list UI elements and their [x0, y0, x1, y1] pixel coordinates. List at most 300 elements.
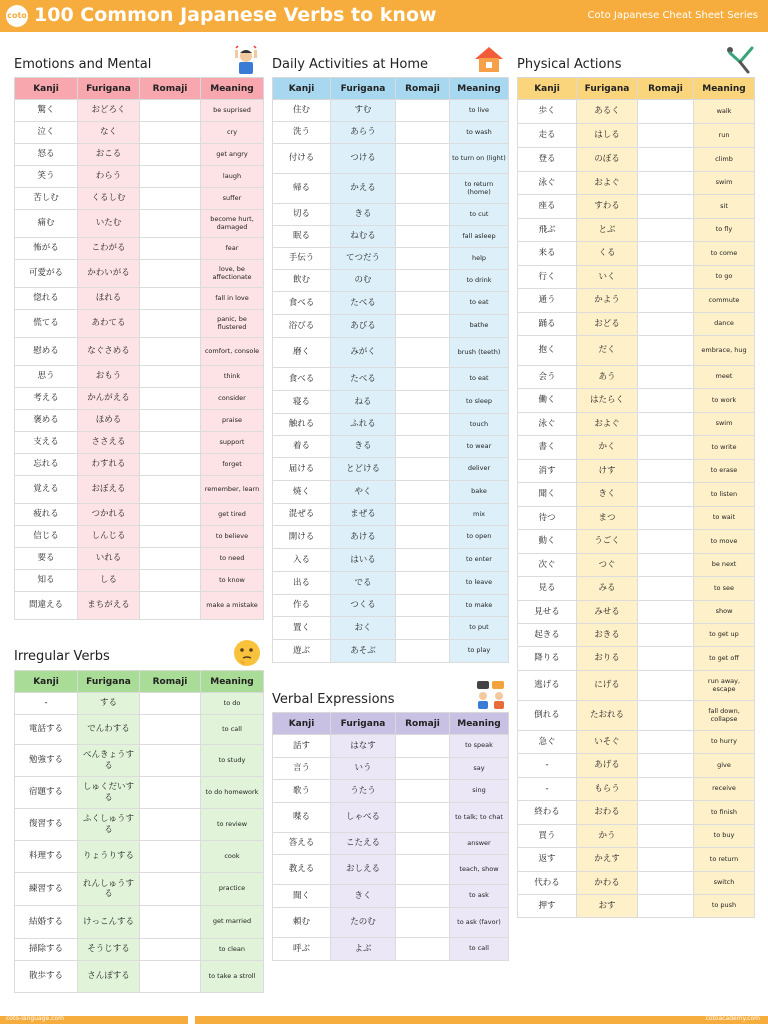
- kanji-cell: 復習する: [15, 809, 78, 841]
- romaji-cell: [638, 647, 694, 671]
- table-row: [15, 310, 264, 338]
- table-daily: [272, 77, 509, 663]
- table-row: [273, 315, 509, 338]
- table-row: [15, 548, 264, 570]
- romaji-cell: [638, 413, 694, 436]
- kanji-cell: 聞く: [273, 885, 331, 908]
- furigana-cell: はたらく: [577, 389, 638, 413]
- table-row: [518, 483, 755, 507]
- table-row: [518, 801, 755, 825]
- furigana-cell: みる: [577, 577, 638, 601]
- kanji-cell: 可愛がる: [15, 260, 78, 288]
- kanji-cell: 抱く: [518, 336, 577, 366]
- kanji-cell: 書く: [518, 436, 577, 460]
- kanji-cell: 磨く: [273, 338, 331, 368]
- romaji-cell: [396, 204, 450, 226]
- kanji-cell: 考える: [15, 388, 78, 410]
- kanji-cell: 寝る: [273, 391, 331, 414]
- table-row: [15, 288, 264, 310]
- table-row: [518, 825, 755, 848]
- table-row: [15, 961, 264, 993]
- furigana-cell: おきる: [577, 624, 638, 647]
- romaji-cell: [638, 895, 694, 918]
- romaji-cell: [396, 504, 450, 526]
- table-row: [273, 908, 509, 938]
- table-row: [518, 754, 755, 778]
- table-row: [518, 389, 755, 413]
- table-row: [273, 204, 509, 226]
- romaji-cell: [638, 266, 694, 289]
- meaning-cell: to work: [694, 389, 755, 413]
- furigana-cell: たべる: [331, 368, 396, 391]
- romaji-cell: [140, 122, 201, 144]
- table-row: [15, 592, 264, 620]
- table-row: [15, 188, 264, 210]
- romaji-cell: [638, 289, 694, 313]
- meaning-cell: get married: [201, 906, 264, 939]
- meaning-cell: to push: [694, 895, 755, 918]
- romaji-cell: [638, 336, 694, 366]
- romaji-cell: [140, 906, 201, 939]
- meaning-cell: fear: [201, 238, 264, 260]
- kanji-cell: 住む: [273, 100, 331, 122]
- footer-link-right[interactable]: cotoacademy.com: [705, 1015, 760, 1022]
- meaning-cell: to see: [694, 577, 755, 601]
- table-row: [273, 248, 509, 270]
- table-row: [15, 715, 264, 745]
- kanji-cell: 話す: [273, 735, 331, 758]
- table-row: [15, 809, 264, 841]
- kanji-cell: 待つ: [518, 507, 577, 530]
- table-row: [518, 366, 755, 389]
- col-kanji: Kanji: [15, 671, 78, 693]
- furigana-cell: でんわする: [78, 715, 140, 745]
- romaji-cell: [638, 507, 694, 530]
- romaji-cell: [396, 885, 450, 908]
- furigana-cell: もらう: [577, 778, 638, 801]
- table-row: [518, 436, 755, 460]
- table-row: [273, 833, 509, 855]
- meaning-cell: to drink: [450, 270, 509, 292]
- kanji-cell: 痛む: [15, 210, 78, 238]
- romaji-cell: [396, 226, 450, 248]
- meaning-cell: forget: [201, 454, 264, 476]
- furigana-cell: すわる: [577, 195, 638, 219]
- romaji-cell: [396, 100, 450, 122]
- furigana-cell: わすれる: [78, 454, 140, 476]
- meaning-cell: to open: [450, 526, 509, 549]
- table-row: [273, 226, 509, 248]
- furigana-cell: そうじする: [78, 939, 140, 961]
- meaning-cell: be next: [694, 554, 755, 577]
- meaning-cell: to write: [694, 436, 755, 460]
- romaji-cell: [638, 701, 694, 731]
- kanji-cell: 触れる: [273, 414, 331, 436]
- table-row: [273, 100, 509, 122]
- furigana-cell: かえす: [577, 848, 638, 872]
- furigana-cell: なく: [78, 122, 140, 144]
- kanji-cell: -: [518, 754, 577, 778]
- footer-link-left[interactable]: coto-language.com: [6, 1015, 64, 1022]
- furigana-cell: あける: [331, 526, 396, 549]
- meaning-cell: to go: [694, 266, 755, 289]
- furigana-cell: つける: [331, 144, 396, 174]
- romaji-cell: [396, 174, 450, 204]
- kanji-cell: 混ぜる: [273, 504, 331, 526]
- table-row: [15, 939, 264, 961]
- romaji-cell: [396, 617, 450, 640]
- kanji-cell: 切る: [273, 204, 331, 226]
- kanji-cell: 押す: [518, 895, 577, 918]
- furigana-cell: とぶ: [577, 219, 638, 242]
- meaning-cell: cry: [201, 122, 264, 144]
- table-row: [15, 122, 264, 144]
- kanji-cell: 忘れる: [15, 454, 78, 476]
- table-row: [273, 758, 509, 780]
- meaning-cell: answer: [450, 833, 509, 855]
- kanji-cell: 結婚する: [15, 906, 78, 939]
- table-row: [273, 504, 509, 526]
- col-kanji: Kanji: [273, 78, 331, 100]
- kanji-cell: 疲れる: [15, 504, 78, 526]
- furigana-cell: あう: [577, 366, 638, 389]
- meaning-cell: to do homework: [201, 777, 264, 809]
- meaning-cell: to finish: [694, 801, 755, 825]
- col-romaji: Romaji: [638, 78, 694, 100]
- meaning-cell: to play: [450, 640, 509, 663]
- kanji-cell: 付ける: [273, 144, 331, 174]
- romaji-cell: [638, 172, 694, 195]
- furigana-cell: ほめる: [78, 410, 140, 432]
- meaning-cell: brush (teeth): [450, 338, 509, 368]
- table-irregular: [14, 670, 264, 993]
- table-row: [15, 504, 264, 526]
- kanji-cell: 答える: [273, 833, 331, 855]
- romaji-cell: [396, 549, 450, 572]
- table-row: [273, 617, 509, 640]
- kanji-cell: 届ける: [273, 458, 331, 481]
- romaji-cell: [140, 504, 201, 526]
- meaning-cell: practice: [201, 873, 264, 906]
- meaning-cell: show: [694, 601, 755, 624]
- furigana-cell: おどる: [577, 313, 638, 336]
- col-meaning: Meaning: [450, 78, 509, 100]
- kanji-cell: 信じる: [15, 526, 78, 548]
- col-meaning: Meaning: [694, 78, 755, 100]
- col-furigana: Furigana: [78, 671, 140, 693]
- kanji-cell: 見る: [518, 577, 577, 601]
- kanji-cell: 着る: [273, 436, 331, 458]
- meaning-cell: to leave: [450, 572, 509, 595]
- table-row: [518, 242, 755, 266]
- meaning-cell: fall asleep: [450, 226, 509, 248]
- romaji-cell: [140, 144, 201, 166]
- furigana-cell: あるく: [577, 100, 638, 124]
- table-row: [273, 938, 509, 961]
- kanji-cell: 思う: [15, 366, 78, 388]
- romaji-cell: [396, 780, 450, 803]
- meaning-cell: walk: [694, 100, 755, 124]
- furigana-cell: きる: [331, 204, 396, 226]
- table-row: [518, 507, 755, 530]
- meaning-cell: to put: [450, 617, 509, 640]
- kanji-cell: 起きる: [518, 624, 577, 647]
- furigana-cell: さんぽする: [78, 961, 140, 993]
- furigana-cell: つくる: [331, 595, 396, 617]
- meaning-cell: to do: [201, 693, 264, 715]
- romaji-cell: [396, 833, 450, 855]
- table-row: [518, 195, 755, 219]
- kanji-cell: 食べる: [273, 368, 331, 391]
- kanji-cell: 買う: [518, 825, 577, 848]
- romaji-cell: [396, 248, 450, 270]
- meaning-cell: to know: [201, 570, 264, 592]
- table-row: [15, 100, 264, 122]
- table-row: [273, 414, 509, 436]
- romaji-cell: [140, 166, 201, 188]
- kanji-cell: 走る: [518, 124, 577, 148]
- kanji-cell: 次ぐ: [518, 554, 577, 577]
- section-title-daily: Daily Activities at Home: [272, 57, 429, 72]
- romaji-cell: [396, 481, 450, 504]
- romaji-cell: [638, 389, 694, 413]
- romaji-cell: [140, 841, 201, 873]
- kanji-cell: 食べる: [273, 292, 331, 315]
- romaji-cell: [140, 310, 201, 338]
- table-row: [273, 174, 509, 204]
- section-title-verbal: Verbal Expressions: [272, 692, 395, 707]
- table-row: [518, 336, 755, 366]
- kanji-cell: 飛ぶ: [518, 219, 577, 242]
- furigana-cell: しる: [78, 570, 140, 592]
- table-row: [518, 554, 755, 577]
- romaji-cell: [140, 454, 201, 476]
- meaning-cell: make a mistake: [201, 592, 264, 620]
- kanji-cell: 知る: [15, 570, 78, 592]
- kanji-cell: -: [518, 778, 577, 801]
- kanji-cell: 驚く: [15, 100, 78, 122]
- furigana-cell: たべる: [331, 292, 396, 315]
- meaning-cell: to call: [450, 938, 509, 961]
- col-furigana: Furigana: [78, 78, 140, 100]
- romaji-cell: [638, 242, 694, 266]
- furigana-cell: ふれる: [331, 414, 396, 436]
- furigana-cell: よぶ: [331, 938, 396, 961]
- kanji-cell: 置く: [273, 617, 331, 640]
- furigana-cell: いれる: [78, 548, 140, 570]
- meaning-cell: dance: [694, 313, 755, 336]
- furigana-cell: ふくしゅうする: [78, 809, 140, 841]
- romaji-cell: [140, 570, 201, 592]
- romaji-cell: [140, 745, 201, 777]
- furigana-cell: おどろく: [78, 100, 140, 122]
- meaning-cell: fall down, collapse: [694, 701, 755, 731]
- furigana-cell: たのむ: [331, 908, 396, 938]
- meaning-cell: to speak: [450, 735, 509, 758]
- kanji-cell: 踊る: [518, 313, 577, 336]
- kanji-cell: 間違える: [15, 592, 78, 620]
- meaning-cell: run away, escape: [694, 671, 755, 701]
- table-row: [518, 460, 755, 483]
- furigana-cell: つぐ: [577, 554, 638, 577]
- furigana-cell: てつだう: [331, 248, 396, 270]
- meaning-cell: touch: [450, 414, 509, 436]
- kanji-cell: 急ぐ: [518, 731, 577, 754]
- kanji-cell: 作る: [273, 595, 331, 617]
- table-row: [518, 624, 755, 647]
- meaning-cell: climb: [694, 148, 755, 172]
- romaji-cell: [396, 315, 450, 338]
- table-row: [273, 640, 509, 663]
- col-meaning: Meaning: [201, 671, 264, 693]
- section-title-irregular: Irregular Verbs: [14, 649, 110, 664]
- romaji-cell: [396, 368, 450, 391]
- furigana-cell: あわてる: [78, 310, 140, 338]
- kanji-cell: 苦しむ: [15, 188, 78, 210]
- romaji-cell: [396, 436, 450, 458]
- kanji-cell: 帰る: [273, 174, 331, 204]
- col-kanji: Kanji: [518, 78, 577, 100]
- romaji-cell: [638, 124, 694, 148]
- romaji-cell: [396, 144, 450, 174]
- meaning-cell: bathe: [450, 315, 509, 338]
- table-row: [518, 647, 755, 671]
- furigana-cell: のぼる: [577, 148, 638, 172]
- table-row: [518, 701, 755, 731]
- table-row: [273, 803, 509, 833]
- meaning-cell: comfort, console: [201, 338, 264, 366]
- romaji-cell: [638, 601, 694, 624]
- table-row: [273, 391, 509, 414]
- meaning-cell: laugh: [201, 166, 264, 188]
- table-row: [518, 124, 755, 148]
- col-meaning: Meaning: [450, 713, 509, 735]
- romaji-cell: [140, 188, 201, 210]
- table-row: [15, 366, 264, 388]
- furigana-cell: はなす: [331, 735, 396, 758]
- table-row: [273, 549, 509, 572]
- table-row: [518, 219, 755, 242]
- header-bar: [0, 0, 768, 32]
- meaning-cell: love, be affectionate: [201, 260, 264, 288]
- kanji-cell: 終わる: [518, 801, 577, 825]
- meaning-cell: switch: [694, 872, 755, 895]
- table-row: [273, 436, 509, 458]
- furigana-cell: いたむ: [78, 210, 140, 238]
- stressed-person-icon: [230, 44, 262, 80]
- table-row: [15, 526, 264, 548]
- meaning-cell: to study: [201, 745, 264, 777]
- furigana-cell: うたう: [331, 780, 396, 803]
- furigana-cell: うごく: [577, 530, 638, 554]
- kanji-cell: 浴びる: [273, 315, 331, 338]
- meaning-cell: to sleep: [450, 391, 509, 414]
- kanji-cell: 倒れる: [518, 701, 577, 731]
- kanji-cell: 電話する: [15, 715, 78, 745]
- furigana-cell: あそぶ: [331, 640, 396, 663]
- meaning-cell: to erase: [694, 460, 755, 483]
- table-physical: [517, 77, 755, 918]
- furigana-cell: あげる: [577, 754, 638, 778]
- meaning-cell: meet: [694, 366, 755, 389]
- romaji-cell: [396, 855, 450, 885]
- table-row: [518, 577, 755, 601]
- romaji-cell: [396, 938, 450, 961]
- thinking-face-icon: [232, 638, 262, 672]
- kanji-cell: 降りる: [518, 647, 577, 671]
- furigana-cell: かわいがる: [78, 260, 140, 288]
- romaji-cell: [140, 939, 201, 961]
- romaji-cell: [140, 961, 201, 993]
- furigana-cell: すむ: [331, 100, 396, 122]
- table-row: [15, 260, 264, 288]
- meaning-cell: to live: [450, 100, 509, 122]
- table-row: [273, 481, 509, 504]
- romaji-cell: [638, 436, 694, 460]
- table-row: [15, 210, 264, 238]
- kanji-cell: 頼む: [273, 908, 331, 938]
- furigana-cell: みせる: [577, 601, 638, 624]
- table-row: [518, 671, 755, 701]
- romaji-cell: [140, 210, 201, 238]
- romaji-cell: [638, 530, 694, 554]
- meaning-cell: praise: [201, 410, 264, 432]
- kanji-cell: 消す: [518, 460, 577, 483]
- furigana-cell: ねる: [331, 391, 396, 414]
- table-row: [15, 777, 264, 809]
- meaning-cell: get tired: [201, 504, 264, 526]
- romaji-cell: [140, 260, 201, 288]
- kanji-cell: 来る: [518, 242, 577, 266]
- kanji-cell: 呼ぶ: [273, 938, 331, 961]
- meaning-cell: give: [694, 754, 755, 778]
- kanji-cell: 教える: [273, 855, 331, 885]
- furigana-cell: およぐ: [577, 172, 638, 195]
- table-row: [15, 454, 264, 476]
- meaning-cell: to hurry: [694, 731, 755, 754]
- kanji-cell: 遊ぶ: [273, 640, 331, 663]
- romaji-cell: [140, 100, 201, 122]
- kanji-cell: 慌てる: [15, 310, 78, 338]
- furigana-cell: れんしゅうする: [78, 873, 140, 906]
- meaning-cell: to talk; to chat: [450, 803, 509, 833]
- house-icon: [472, 44, 506, 78]
- meaning-cell: think: [201, 366, 264, 388]
- furigana-cell: きく: [331, 885, 396, 908]
- table-row: [15, 410, 264, 432]
- col-meaning: Meaning: [201, 78, 264, 100]
- col-kanji: Kanji: [273, 713, 331, 735]
- kanji-cell: 褒める: [15, 410, 78, 432]
- meaning-cell: consider: [201, 388, 264, 410]
- meaning-cell: swim: [694, 413, 755, 436]
- furigana-cell: およぐ: [577, 413, 638, 436]
- meaning-cell: get angry: [201, 144, 264, 166]
- table-row: [15, 693, 264, 715]
- col-romaji: Romaji: [140, 78, 201, 100]
- table-row: [15, 166, 264, 188]
- table-row: [273, 526, 509, 549]
- furigana-cell: あらう: [331, 122, 396, 144]
- kanji-cell: 行く: [518, 266, 577, 289]
- meaning-cell: to clean: [201, 939, 264, 961]
- kanji-cell: -: [15, 693, 78, 715]
- meaning-cell: teach, show: [450, 855, 509, 885]
- romaji-cell: [396, 758, 450, 780]
- furigana-cell: かんがえる: [78, 388, 140, 410]
- furigana-cell: きく: [577, 483, 638, 507]
- furigana-cell: おもう: [78, 366, 140, 388]
